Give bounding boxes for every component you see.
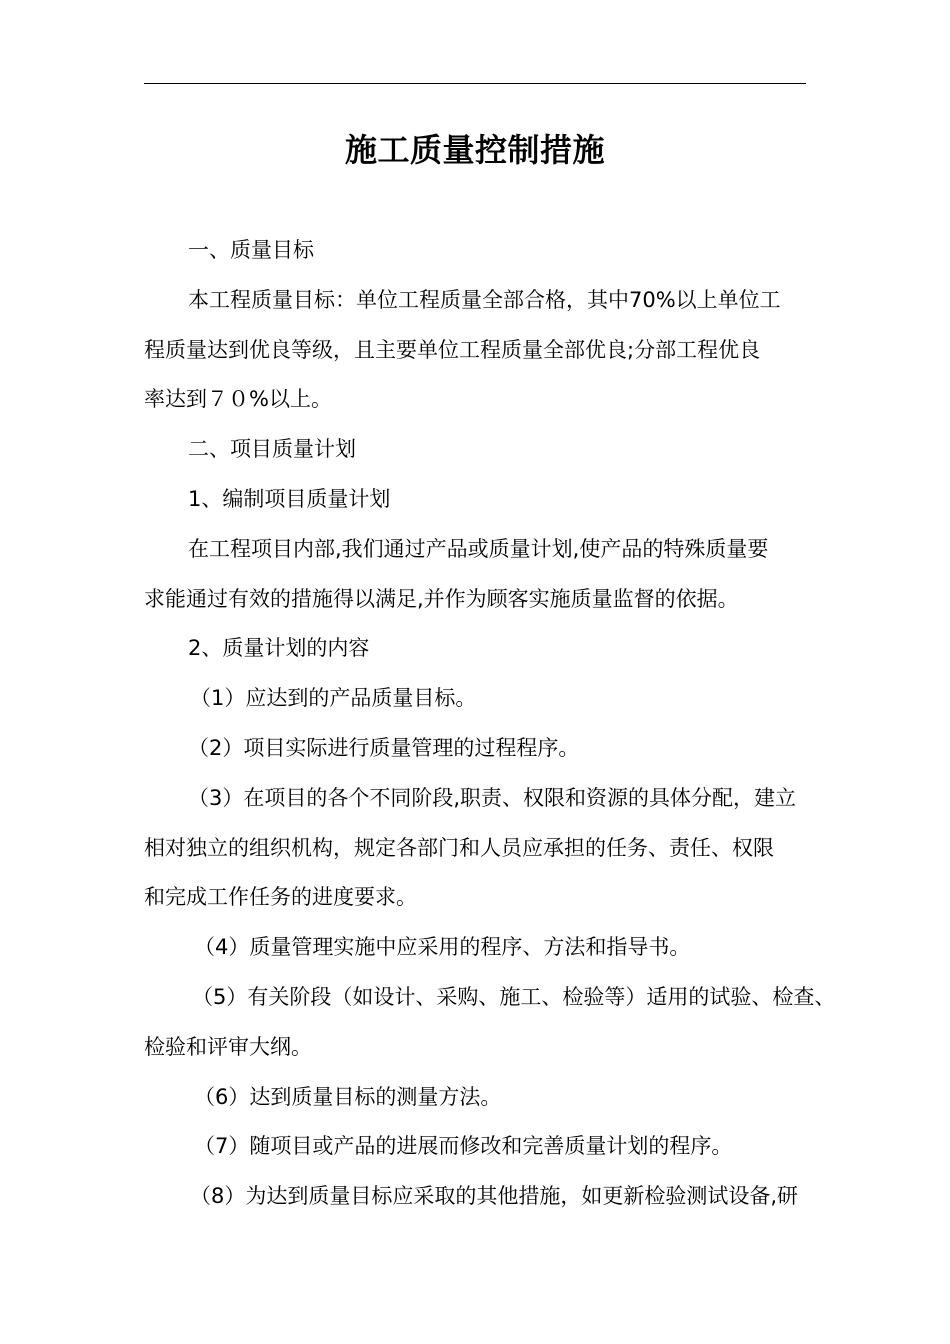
- paragraph-line: 在工程项目内部,我们通过产品或质量计划,使产品的特殊质量要: [188, 536, 769, 561]
- list-item: （5）有关阶段（如设计、采购、施工、检验等）适用的试验、检查、: [192, 984, 836, 1009]
- list-item: （7）随项目或产品的进展而修改和完善质量计划的程序。: [194, 1134, 733, 1159]
- paragraph-line: 求能通过有效的措施得以满足,并作为顾客实施质量监督的依据。: [144, 586, 739, 611]
- document-title: 施工质量控制措施: [344, 131, 605, 169]
- paragraph-line: 率达到７０%以上。: [144, 387, 332, 412]
- list-item: （8）为达到质量目标应采取的其他措施，如更新检验测试设备,研: [190, 1184, 799, 1209]
- paragraph-line: 程质量达到优良等级，且主要单位工程质量全部优良;分部工程优良: [144, 337, 761, 362]
- paragraph-line: 检验和评审大纲。: [144, 1034, 312, 1059]
- list-item: （2）项目实际进行质量管理的过程程序。: [188, 735, 580, 760]
- document-body: [144, 226, 836, 1222]
- paragraph-line: 和完成工作任务的进度要求。: [144, 885, 417, 910]
- paragraph-line: 相对独立的组织机构，规定各部门和人员应承担的任务、责任、权限: [144, 835, 774, 860]
- list-item: （3）在项目的各个不同阶段,职责、权限和资源的具体分配，建立: [188, 785, 797, 810]
- heading-quality-goal: 一、质量目标: [188, 238, 314, 262]
- header-rule: [144, 83, 806, 84]
- list-item: （6）达到质量目标的测量方法。: [194, 1084, 502, 1109]
- paragraph-line: 本工程质量目标：单位工程质量全部合格，其中70%以上单位工: [188, 287, 781, 312]
- subheading-compile-plan: 1、编制项目质量计划: [188, 486, 391, 511]
- list-item: （1）应达到的产品质量目标。: [190, 686, 477, 711]
- subheading-plan-content: 2、质量计划的内容: [188, 636, 370, 661]
- heading-quality-plan: 二、项目质量计划: [188, 437, 356, 462]
- list-item: （4）质量管理实施中应采用的程序、方法和指导书。: [194, 935, 691, 960]
